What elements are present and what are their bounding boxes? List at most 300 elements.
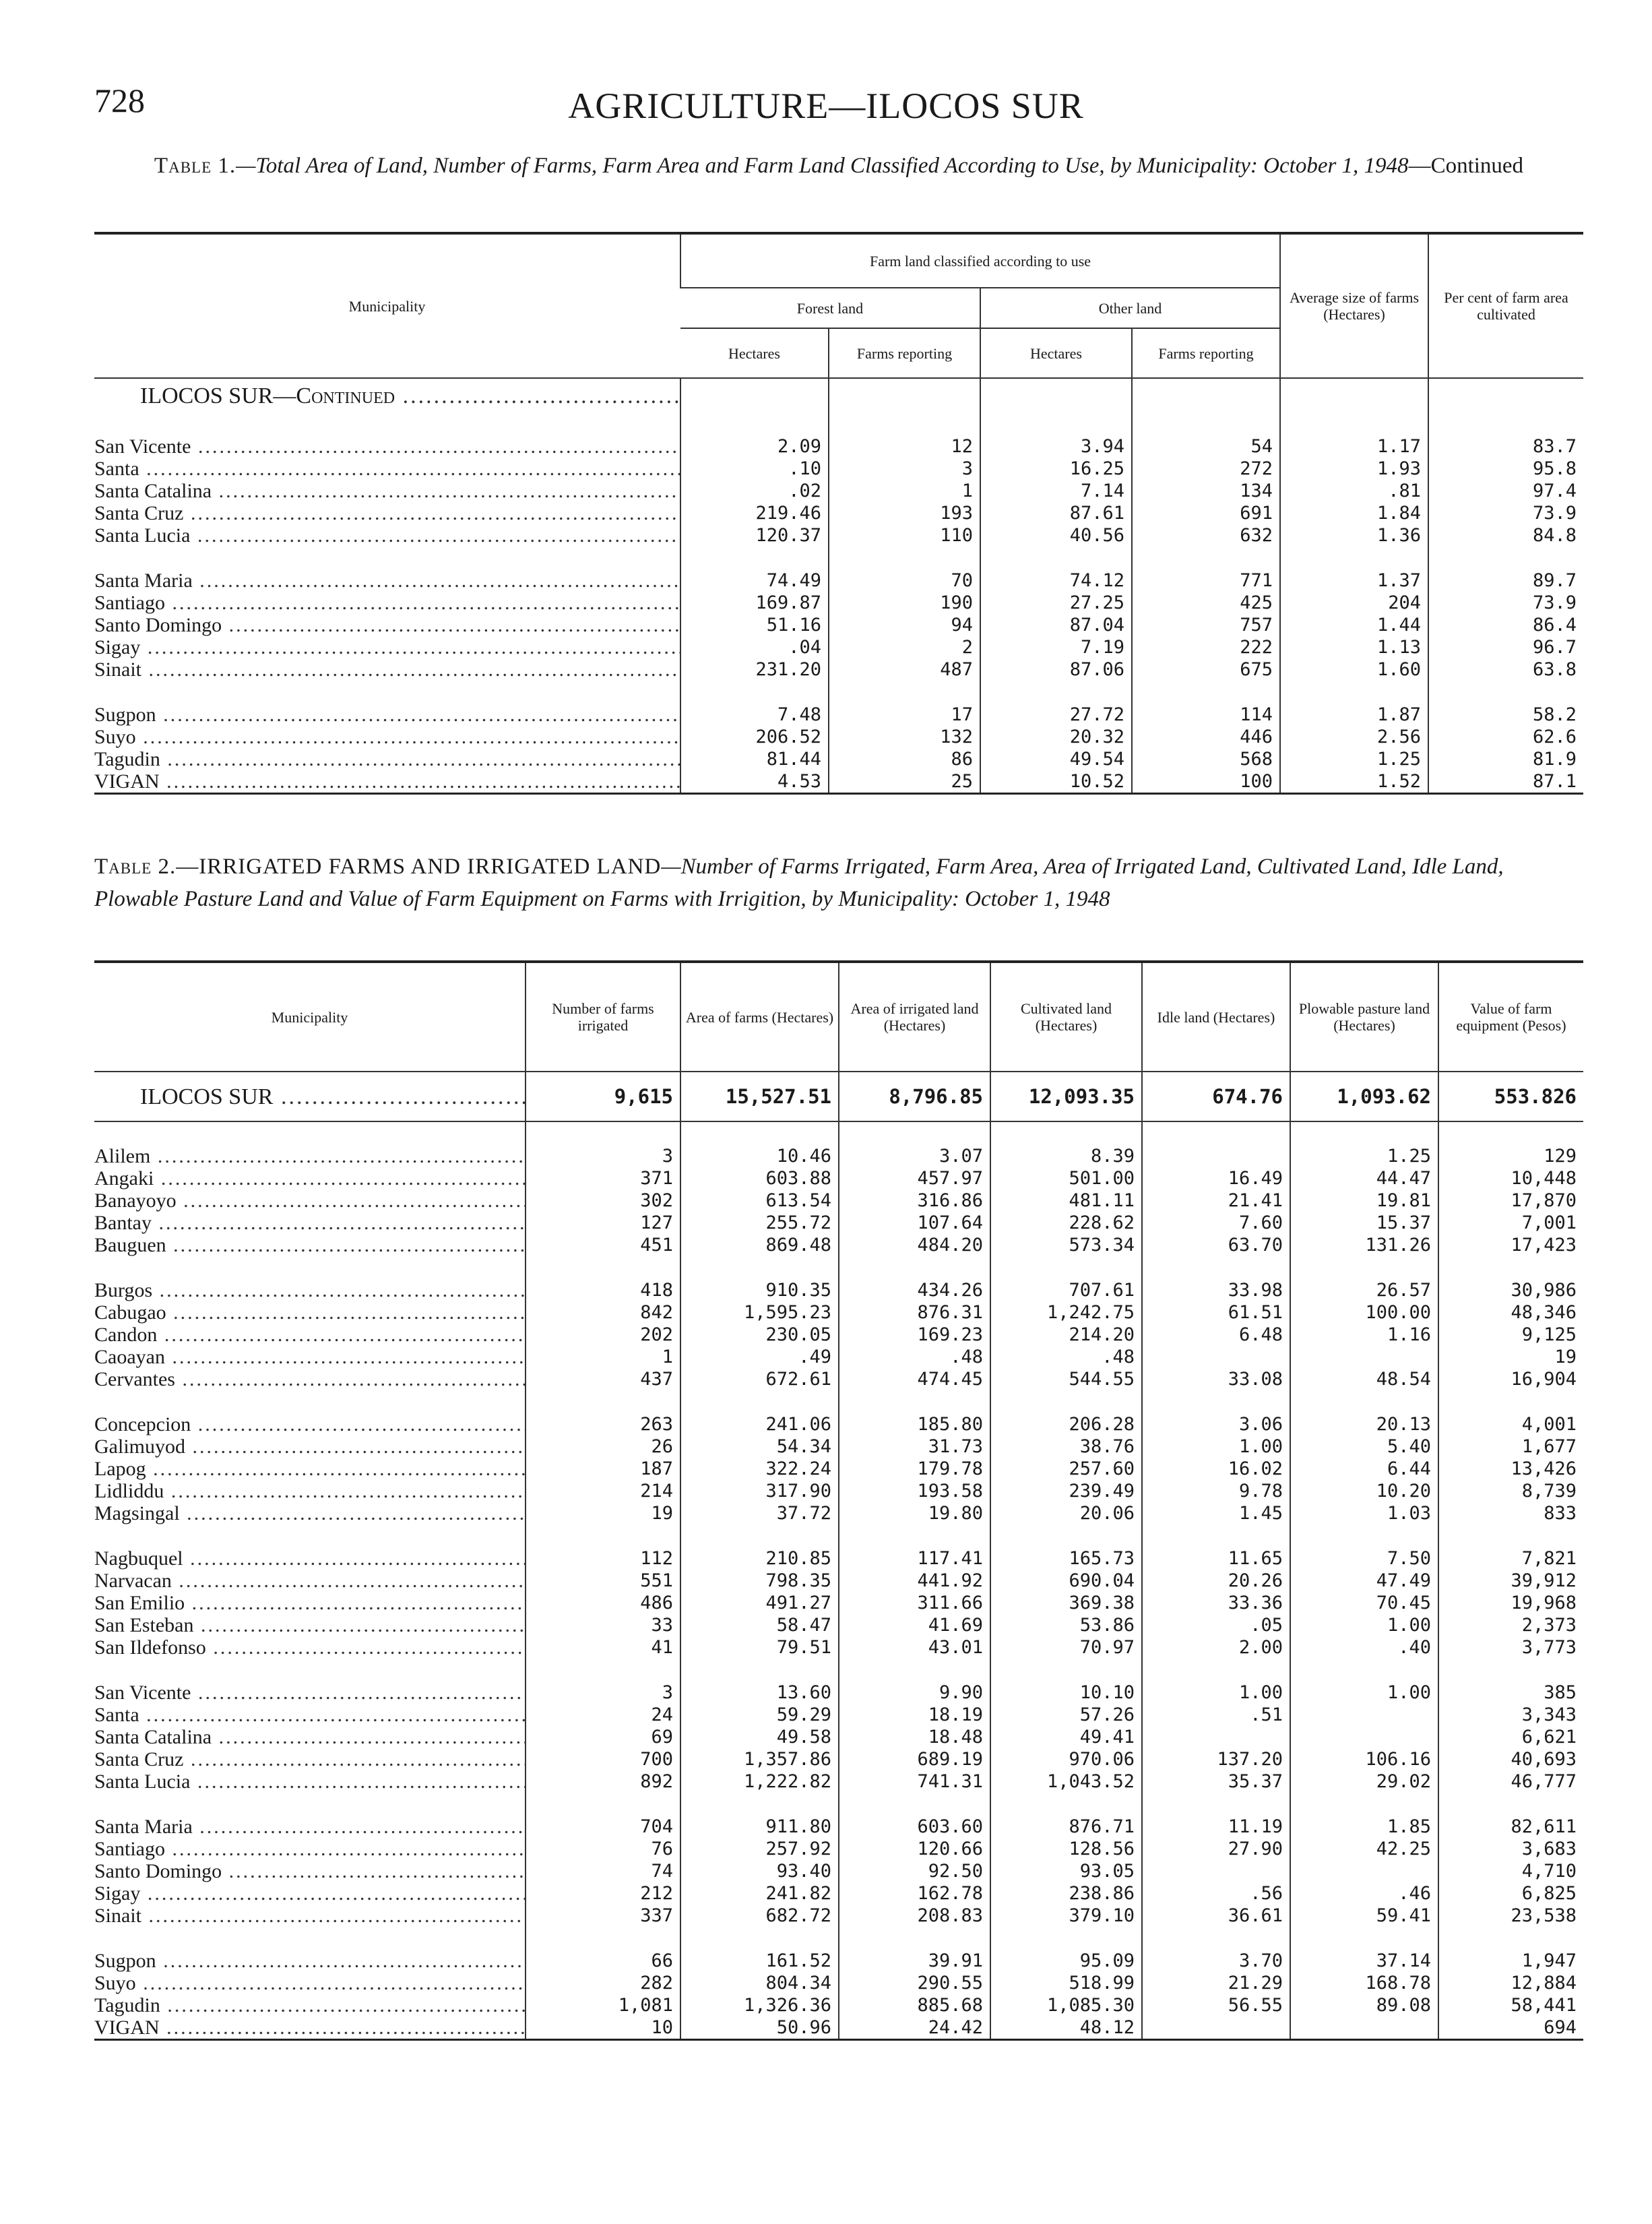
t2-cell-cultivated: 573.34 <box>990 1234 1142 1256</box>
t2-header-irrigated: Area of irrigated land (Hectares) <box>839 962 990 1072</box>
t2-cell-farms: 76 <box>526 1838 680 1860</box>
t2-row <box>94 1838 1583 1860</box>
t2-cell-cultivated: 1,085.30 <box>990 1994 1142 2016</box>
t2-row <box>94 1770 1583 1793</box>
t2-cell-equipment: 1,677 <box>1438 1435 1583 1458</box>
t1-cell-forest-ha: .04 <box>680 636 829 658</box>
t1-row <box>94 704 1583 726</box>
t2-total-pasture: 1,093.62 <box>1290 1072 1438 1121</box>
t1-cell-forest-ha: 51.16 <box>680 614 829 636</box>
t2-cell-cultivated: 369.38 <box>990 1592 1142 1614</box>
t2-cell-equipment: 39,912 <box>1438 1570 1583 1592</box>
t1-empty-cell <box>829 378 980 412</box>
t1-municipality: Santo Domingo ..... <box>94 614 680 636</box>
t2-cell-farms: 74 <box>526 1860 680 1882</box>
t2-cell-pasture <box>1290 1346 1438 1368</box>
t1-cell-forest-farms: 190 <box>829 592 980 614</box>
t2-cell-cultivated: 48.12 <box>990 2016 1142 2040</box>
t1-cell-forest-ha: 74.49 <box>680 569 829 592</box>
t2-cell-cultivated: 70.97 <box>990 1636 1142 1659</box>
t2-cell-cultivated: 228.62 <box>990 1212 1142 1234</box>
t1-cell-forest-ha: 231.20 <box>680 658 829 681</box>
t2-cell-farms: 202 <box>526 1324 680 1346</box>
t1-cell-avg: 204 <box>1280 592 1428 614</box>
t1-cell-forest-farms: 487 <box>829 658 980 681</box>
t1-header-avg-size: Average size of farms (Hectares) <box>1280 233 1428 378</box>
t2-municipality: Burgos ..... <box>94 1279 526 1301</box>
t2-cell-pasture: 106.16 <box>1290 1748 1438 1770</box>
t1-cell-pct: 62.6 <box>1428 726 1583 748</box>
t2-row <box>94 1190 1583 1212</box>
t1-empty-cell <box>680 378 829 412</box>
t2-cell-irrigated: 117.41 <box>839 1547 990 1570</box>
t1-cell-other-farms: 757 <box>1132 614 1280 636</box>
t1-municipality: Santa Maria ..... <box>94 569 680 592</box>
t1-cell-forest-ha: 2.09 <box>680 435 829 458</box>
t2-cell-equipment: 8,739 <box>1438 1480 1583 1502</box>
t2-row <box>94 1636 1583 1659</box>
t2-cell-irrigated: 3.07 <box>839 1145 990 1167</box>
t2-cell-area: 798.35 <box>680 1570 839 1592</box>
t1-cell-other-farms: 272 <box>1132 458 1280 480</box>
t1-cell-avg: 1.93 <box>1280 458 1428 480</box>
t1-cell-avg: 1.44 <box>1280 614 1428 636</box>
t1-cell-forest-ha: 4.53 <box>680 770 829 794</box>
t1-header-other-hectares: Hectares <box>980 328 1132 378</box>
t2-cell-farms: 371 <box>526 1167 680 1190</box>
t2-cell-area: 1,222.82 <box>680 1770 839 1793</box>
t2-municipality: Magsingal ..... <box>94 1502 526 1524</box>
t2-cell-irrigated: 185.80 <box>839 1413 990 1435</box>
t2-cell-equipment: 19 <box>1438 1346 1583 1368</box>
t2-cell-cultivated: 93.05 <box>990 1860 1142 1882</box>
t2-cell-area: 93.40 <box>680 1860 839 1882</box>
t2-row <box>94 1816 1583 1838</box>
t2-cell-irrigated: 41.69 <box>839 1614 990 1636</box>
t1-cell-pct: 83.7 <box>1428 435 1583 458</box>
t1-cell-forest-ha: 206.52 <box>680 726 829 748</box>
t2-cell-farms: 41 <box>526 1636 680 1659</box>
t2-cell-equipment: 3,773 <box>1438 1636 1583 1659</box>
t1-cell-avg: 1.60 <box>1280 658 1428 681</box>
t2-header-municipality: Municipality <box>94 962 526 1072</box>
t2-cell-pasture: 26.57 <box>1290 1279 1438 1301</box>
t2-cell-pasture: 70.45 <box>1290 1592 1438 1614</box>
t2-cell-cultivated: 501.00 <box>990 1167 1142 1190</box>
t2-cell-area: 50.96 <box>680 2016 839 2040</box>
t2-cell-farms: 26 <box>526 1435 680 1458</box>
t2-cell-equipment: 46,777 <box>1438 1770 1583 1793</box>
t2-cell-area: 869.48 <box>680 1234 839 1256</box>
t2-municipality: Santiago ..... <box>94 1838 526 1860</box>
t1-header-forest-hectares: Hectares <box>680 328 829 378</box>
t2-cell-equipment: 2,373 <box>1438 1614 1583 1636</box>
t1-cell-other-farms: 446 <box>1132 726 1280 748</box>
t2-cell-equipment: 7,001 <box>1438 1212 1583 1234</box>
t2-cell-idle: .05 <box>1142 1614 1290 1636</box>
t1-cell-other-ha: 27.72 <box>980 704 1132 726</box>
t2-cell-area: 491.27 <box>680 1592 839 1614</box>
t2-cell-pasture: .40 <box>1290 1636 1438 1659</box>
t2-cell-area: 210.85 <box>680 1547 839 1570</box>
table1 <box>94 232 1583 795</box>
t2-cell-idle: 11.65 <box>1142 1547 1290 1570</box>
t1-row <box>94 524 1583 547</box>
t1-municipality: VIGAN ..... <box>94 770 680 794</box>
t2-cell-irrigated: 31.73 <box>839 1435 990 1458</box>
t1-cell-other-ha: 74.12 <box>980 569 1132 592</box>
t2-cell-area: 13.60 <box>680 1681 839 1704</box>
t2-cell-idle: 16.49 <box>1142 1167 1290 1190</box>
t2-row <box>94 1748 1583 1770</box>
t2-cell-cultivated: 481.11 <box>990 1190 1142 1212</box>
t2-cell-idle: 3.06 <box>1142 1413 1290 1435</box>
t2-municipality: Santo Domingo ..... <box>94 1860 526 1882</box>
t2-row <box>94 1681 1583 1704</box>
t2-cell-area: 1,595.23 <box>680 1301 839 1324</box>
t1-municipality: Santa ..... <box>94 458 680 480</box>
t1-cell-forest-ha: 169.87 <box>680 592 829 614</box>
t1-cell-other-ha: 10.52 <box>980 770 1132 794</box>
t2-row <box>94 1704 1583 1726</box>
t2-total-irrigated: 8,796.85 <box>839 1072 990 1121</box>
t2-row <box>94 1950 1583 1972</box>
t2-municipality: Suyo ..... <box>94 1972 526 1994</box>
t1-cell-avg: 1.37 <box>1280 569 1428 592</box>
t2-cell-cultivated: 38.76 <box>990 1435 1142 1458</box>
t2-cell-pasture: 44.47 <box>1290 1167 1438 1190</box>
t2-cell-farms: 437 <box>526 1368 680 1390</box>
t2-cell-irrigated: 208.83 <box>839 1905 990 1927</box>
t1-header-other: Other land <box>980 288 1280 328</box>
t2-cell-farms: 451 <box>526 1234 680 1256</box>
t2-cell-equipment: 16,904 <box>1438 1368 1583 1390</box>
t2-cell-area: 603.88 <box>680 1167 839 1190</box>
t1-cell-forest-farms: 17 <box>829 704 980 726</box>
t2-row <box>94 1994 1583 2016</box>
t2-cell-cultivated: 257.60 <box>990 1458 1142 1480</box>
t2-cell-irrigated: 484.20 <box>839 1234 990 1256</box>
t1-cell-avg: 1.13 <box>1280 636 1428 658</box>
t2-cell-area: 58.47 <box>680 1614 839 1636</box>
t2-cell-area: .49 <box>680 1346 839 1368</box>
table2-title-rest: —Number of Farms Irrigated, Farm Area, Area of Irrigated Land, Cultivated Land, Idle Land, Plowable Pasture Land and Value of Farm Equipment on Farms with Irrigition, by Municipality: October 1, 1948 <box>94 855 1504 911</box>
t2-cell-equipment: 6,825 <box>1438 1882 1583 1905</box>
t2-cell-farms: 3 <box>526 1145 680 1167</box>
t2-cell-farms: 1,081 <box>526 1994 680 2016</box>
t2-cell-pasture: 42.25 <box>1290 1838 1438 1860</box>
t2-row <box>94 1167 1583 1190</box>
t2-header-pasture: Plowable pasture land (Hectares) <box>1290 962 1438 1072</box>
t1-row <box>94 435 1583 458</box>
t1-cell-other-farms: 134 <box>1132 480 1280 502</box>
t2-cell-area: 257.92 <box>680 1838 839 1860</box>
t2-cell-area: 672.61 <box>680 1368 839 1390</box>
t2-cell-irrigated: 18.48 <box>839 1726 990 1748</box>
t2-cell-idle <box>1142 1860 1290 1882</box>
t1-cell-avg: .81 <box>1280 480 1428 502</box>
t2-row <box>94 1324 1583 1346</box>
t2-cell-pasture: 37.14 <box>1290 1950 1438 1972</box>
t2-cell-irrigated: 311.66 <box>839 1592 990 1614</box>
t2-municipality: Santa Lucia ..... <box>94 1770 526 1793</box>
t2-cell-equipment: 129 <box>1438 1145 1583 1167</box>
t2-cell-area: 241.06 <box>680 1413 839 1435</box>
t2-row <box>94 1882 1583 1905</box>
table1-label: Table 1. <box>154 154 236 178</box>
t2-municipality: Santa Cruz ..... <box>94 1748 526 1770</box>
t1-municipality: Sinait ..... <box>94 658 680 681</box>
t2-row <box>94 1547 1583 1570</box>
t1-cell-forest-farms: 132 <box>829 726 980 748</box>
t2-cell-idle <box>1142 1346 1290 1368</box>
t2-row <box>94 1502 1583 1524</box>
t2-cell-idle: 20.26 <box>1142 1570 1290 1592</box>
t1-row <box>94 458 1583 480</box>
t2-cell-idle: 63.70 <box>1142 1234 1290 1256</box>
t2-cell-idle: 33.36 <box>1142 1592 1290 1614</box>
t1-empty-cell <box>1280 378 1428 412</box>
t2-cell-farms: 486 <box>526 1592 680 1614</box>
t2-municipality: San Ildefonso ..... <box>94 1636 526 1659</box>
table1-continued: —Continued <box>1408 154 1524 178</box>
t2-cell-pasture: 1.03 <box>1290 1502 1438 1524</box>
t1-cell-pct: 86.4 <box>1428 614 1583 636</box>
t2-municipality: Concepcion ..... <box>94 1413 526 1435</box>
t2-cell-equipment: 48,346 <box>1438 1301 1583 1324</box>
t1-cell-other-farms: 114 <box>1132 704 1280 726</box>
t1-cell-forest-ha: 120.37 <box>680 524 829 547</box>
t2-cell-irrigated: 43.01 <box>839 1636 990 1659</box>
t1-municipality: Santa Cruz ..... <box>94 502 680 524</box>
t2-cell-farms: 337 <box>526 1905 680 1927</box>
t2-row <box>94 1458 1583 1480</box>
t2-cell-equipment: 694 <box>1438 2016 1583 2040</box>
t1-cell-other-farms: 771 <box>1132 569 1280 592</box>
t2-cell-equipment: 40,693 <box>1438 1748 1583 1770</box>
t2-cell-idle: 1.00 <box>1142 1681 1290 1704</box>
t1-header-group: Farm land classified according to use <box>680 233 1280 288</box>
t2-cell-pasture: 29.02 <box>1290 1770 1438 1793</box>
t1-municipality: San Vicente ..... <box>94 435 680 458</box>
t2-cell-area: 804.34 <box>680 1972 839 1994</box>
t2-municipality: Santa ..... <box>94 1704 526 1726</box>
t1-header-pct-cultivated: Per cent of farm area cultivated <box>1428 233 1583 378</box>
t2-cell-irrigated: 24.42 <box>839 2016 990 2040</box>
t2-cell-idle: 16.02 <box>1142 1458 1290 1480</box>
t1-municipality: Santa Catalina ..... <box>94 480 680 502</box>
t1-cell-avg: 1.87 <box>1280 704 1428 726</box>
t2-cell-irrigated: 441.92 <box>839 1570 990 1592</box>
t2-municipality: Caoayan ..... <box>94 1346 526 1368</box>
t2-total-farms: 9,615 <box>526 1072 680 1121</box>
t2-cell-area: 255.72 <box>680 1212 839 1234</box>
t2-row <box>94 1905 1583 1927</box>
t2-cell-irrigated: 741.31 <box>839 1770 990 1793</box>
t2-cell-irrigated: 193.58 <box>839 1480 990 1502</box>
t2-municipality: Cervantes ..... <box>94 1368 526 1390</box>
t1-cell-other-ha: 40.56 <box>980 524 1132 547</box>
t2-municipality: Bauguen ..... <box>94 1234 526 1256</box>
t2-cell-irrigated: 179.78 <box>839 1458 990 1480</box>
t1-row <box>94 614 1583 636</box>
t1-province-label: ILOCOS SUR—Continued ..... <box>94 378 680 412</box>
t2-header-farms: Number of farms irrigated <box>526 962 680 1072</box>
t2-cell-farms: 69 <box>526 1726 680 1748</box>
t1-row <box>94 636 1583 658</box>
t2-cell-idle: 33.08 <box>1142 1368 1290 1390</box>
table2-label: Table 2. <box>94 855 177 879</box>
t2-row <box>94 1972 1583 1994</box>
t1-cell-other-ha: 16.25 <box>980 458 1132 480</box>
t2-cell-cultivated: 970.06 <box>990 1748 1142 1770</box>
t2-cell-equipment: 17,423 <box>1438 1234 1583 1256</box>
t1-cell-other-farms: 691 <box>1132 502 1280 524</box>
t2-header-cultivated: Cultivated land (Hectares) <box>990 962 1142 1072</box>
t2-cell-farms: 33 <box>526 1614 680 1636</box>
t2-cell-equipment: 10,448 <box>1438 1167 1583 1190</box>
t1-row <box>94 658 1583 681</box>
t2-cell-idle <box>1142 1726 1290 1748</box>
t2-cell-area: 317.90 <box>680 1480 839 1502</box>
t2-municipality: Candon ..... <box>94 1324 526 1346</box>
t2-cell-area: 910.35 <box>680 1279 839 1301</box>
t1-municipality: Sigay ..... <box>94 636 680 658</box>
t2-cell-idle: 1.45 <box>1142 1502 1290 1524</box>
t2-cell-irrigated: 19.80 <box>839 1502 990 1524</box>
t2-municipality: Angaki ..... <box>94 1167 526 1190</box>
page-number: 728 <box>94 82 145 119</box>
t2-cell-pasture: 1.85 <box>1290 1816 1438 1838</box>
t1-cell-pct: 95.8 <box>1428 458 1583 480</box>
t1-cell-other-farms: 100 <box>1132 770 1280 794</box>
t1-header-forest: Forest land <box>680 288 980 328</box>
t2-cell-idle: 35.37 <box>1142 1770 1290 1793</box>
t2-cell-farms: 418 <box>526 1279 680 1301</box>
t2-cell-irrigated: 39.91 <box>839 1950 990 1972</box>
t2-cell-cultivated: 206.28 <box>990 1413 1142 1435</box>
t1-cell-avg: 1.25 <box>1280 748 1428 770</box>
t2-cell-farms: 842 <box>526 1301 680 1324</box>
t2-cell-idle: 36.61 <box>1142 1905 1290 1927</box>
t1-row <box>94 502 1583 524</box>
t1-row <box>94 480 1583 502</box>
t1-cell-forest-ha: 7.48 <box>680 704 829 726</box>
t2-header-idle: Idle land (Hectares) <box>1142 962 1290 1072</box>
t1-row <box>94 569 1583 592</box>
t2-cell-idle: .51 <box>1142 1704 1290 1726</box>
t1-cell-pct: 84.8 <box>1428 524 1583 547</box>
t2-row <box>94 1279 1583 1301</box>
t2-municipality: Sigay ..... <box>94 1882 526 1905</box>
t2-cell-pasture: 89.08 <box>1290 1994 1438 2016</box>
t2-total-row <box>94 1072 1583 1121</box>
t1-empty-cell <box>1428 378 1583 412</box>
t1-row <box>94 770 1583 794</box>
t2-cell-equipment: 4,001 <box>1438 1413 1583 1435</box>
t2-cell-farms: 302 <box>526 1190 680 1212</box>
t2-cell-equipment: 19,968 <box>1438 1592 1583 1614</box>
t2-cell-farms: 212 <box>526 1882 680 1905</box>
t2-cell-pasture <box>1290 1860 1438 1882</box>
t2-cell-pasture: 19.81 <box>1290 1190 1438 1212</box>
t1-cell-forest-farms: 86 <box>829 748 980 770</box>
t2-cell-cultivated: 544.55 <box>990 1368 1142 1390</box>
t1-cell-forest-farms: 12 <box>829 435 980 458</box>
t2-cell-idle: 7.60 <box>1142 1212 1290 1234</box>
t2-municipality: Santa Maria ..... <box>94 1816 526 1838</box>
t2-cell-farms: 282 <box>526 1972 680 1994</box>
t2-cell-idle <box>1142 2016 1290 2040</box>
t1-municipality: Sugpon ..... <box>94 704 680 726</box>
page-heading: AGRICULTURE—ILOCOS SUR <box>568 86 1084 126</box>
t2-cell-farms: 127 <box>526 1212 680 1234</box>
t2-cell-irrigated: 120.66 <box>839 1838 990 1860</box>
t2-cell-farms: 187 <box>526 1458 680 1480</box>
t2-cell-cultivated: 707.61 <box>990 1279 1142 1301</box>
t2-cell-idle: 6.48 <box>1142 1324 1290 1346</box>
t2-cell-cultivated: 49.41 <box>990 1726 1142 1748</box>
t2-cell-area: 54.34 <box>680 1435 839 1458</box>
t2-cell-idle: 11.19 <box>1142 1816 1290 1838</box>
t2-cell-cultivated: 8.39 <box>990 1145 1142 1167</box>
t2-cell-cultivated: 57.26 <box>990 1704 1142 1726</box>
t2-row <box>94 1592 1583 1614</box>
t2-cell-area: 230.05 <box>680 1324 839 1346</box>
t2-cell-cultivated: 165.73 <box>990 1547 1142 1570</box>
t1-cell-other-farms: 425 <box>1132 592 1280 614</box>
t2-cell-farms: 66 <box>526 1950 680 1972</box>
t2-cell-pasture: 47.49 <box>1290 1570 1438 1592</box>
t2-cell-idle: 33.98 <box>1142 1279 1290 1301</box>
t1-row <box>94 592 1583 614</box>
t2-municipality: San Esteban ..... <box>94 1614 526 1636</box>
t2-cell-farms: 214 <box>526 1480 680 1502</box>
t2-cell-equipment: 385 <box>1438 1681 1583 1704</box>
t2-header-equipment: Value of farm equipment (Pesos) <box>1438 962 1583 1072</box>
t2-cell-area: 682.72 <box>680 1905 839 1927</box>
t1-cell-pct: 89.7 <box>1428 569 1583 592</box>
t1-row <box>94 748 1583 770</box>
t2-cell-pasture: 48.54 <box>1290 1368 1438 1390</box>
t1-cell-avg: 1.84 <box>1280 502 1428 524</box>
t2-cell-cultivated: 239.49 <box>990 1480 1142 1502</box>
t2-row <box>94 1346 1583 1368</box>
t2-cell-pasture: 6.44 <box>1290 1458 1438 1480</box>
t2-cell-pasture: 7.50 <box>1290 1547 1438 1570</box>
t2-cell-idle <box>1142 1145 1290 1167</box>
t1-cell-forest-farms: 110 <box>829 524 980 547</box>
t2-cell-farms: 10 <box>526 2016 680 2040</box>
t1-cell-forest-ha: 81.44 <box>680 748 829 770</box>
t2-row <box>94 1570 1583 1592</box>
t2-cell-farms: 3 <box>526 1681 680 1704</box>
t2-cell-idle: 27.90 <box>1142 1838 1290 1860</box>
t2-row <box>94 1413 1583 1435</box>
t1-municipality: Suyo ..... <box>94 726 680 748</box>
table2-title-caps: —IRRIGATED FARMS AND IRRIGATED LAND <box>176 855 662 879</box>
t2-cell-cultivated: 379.10 <box>990 1905 1142 1927</box>
t2-cell-equipment: 3,683 <box>1438 1838 1583 1860</box>
t2-cell-cultivated: .48 <box>990 1346 1142 1368</box>
t2-municipality: Lidliddu ..... <box>94 1480 526 1502</box>
t1-cell-forest-ha: .10 <box>680 458 829 480</box>
t2-cell-area: 59.29 <box>680 1704 839 1726</box>
t1-cell-other-ha: 7.19 <box>980 636 1132 658</box>
t2-cell-equipment: 13,426 <box>1438 1458 1583 1480</box>
t2-cell-cultivated: 95.09 <box>990 1950 1142 1972</box>
t2-cell-irrigated: 689.19 <box>839 1748 990 1770</box>
